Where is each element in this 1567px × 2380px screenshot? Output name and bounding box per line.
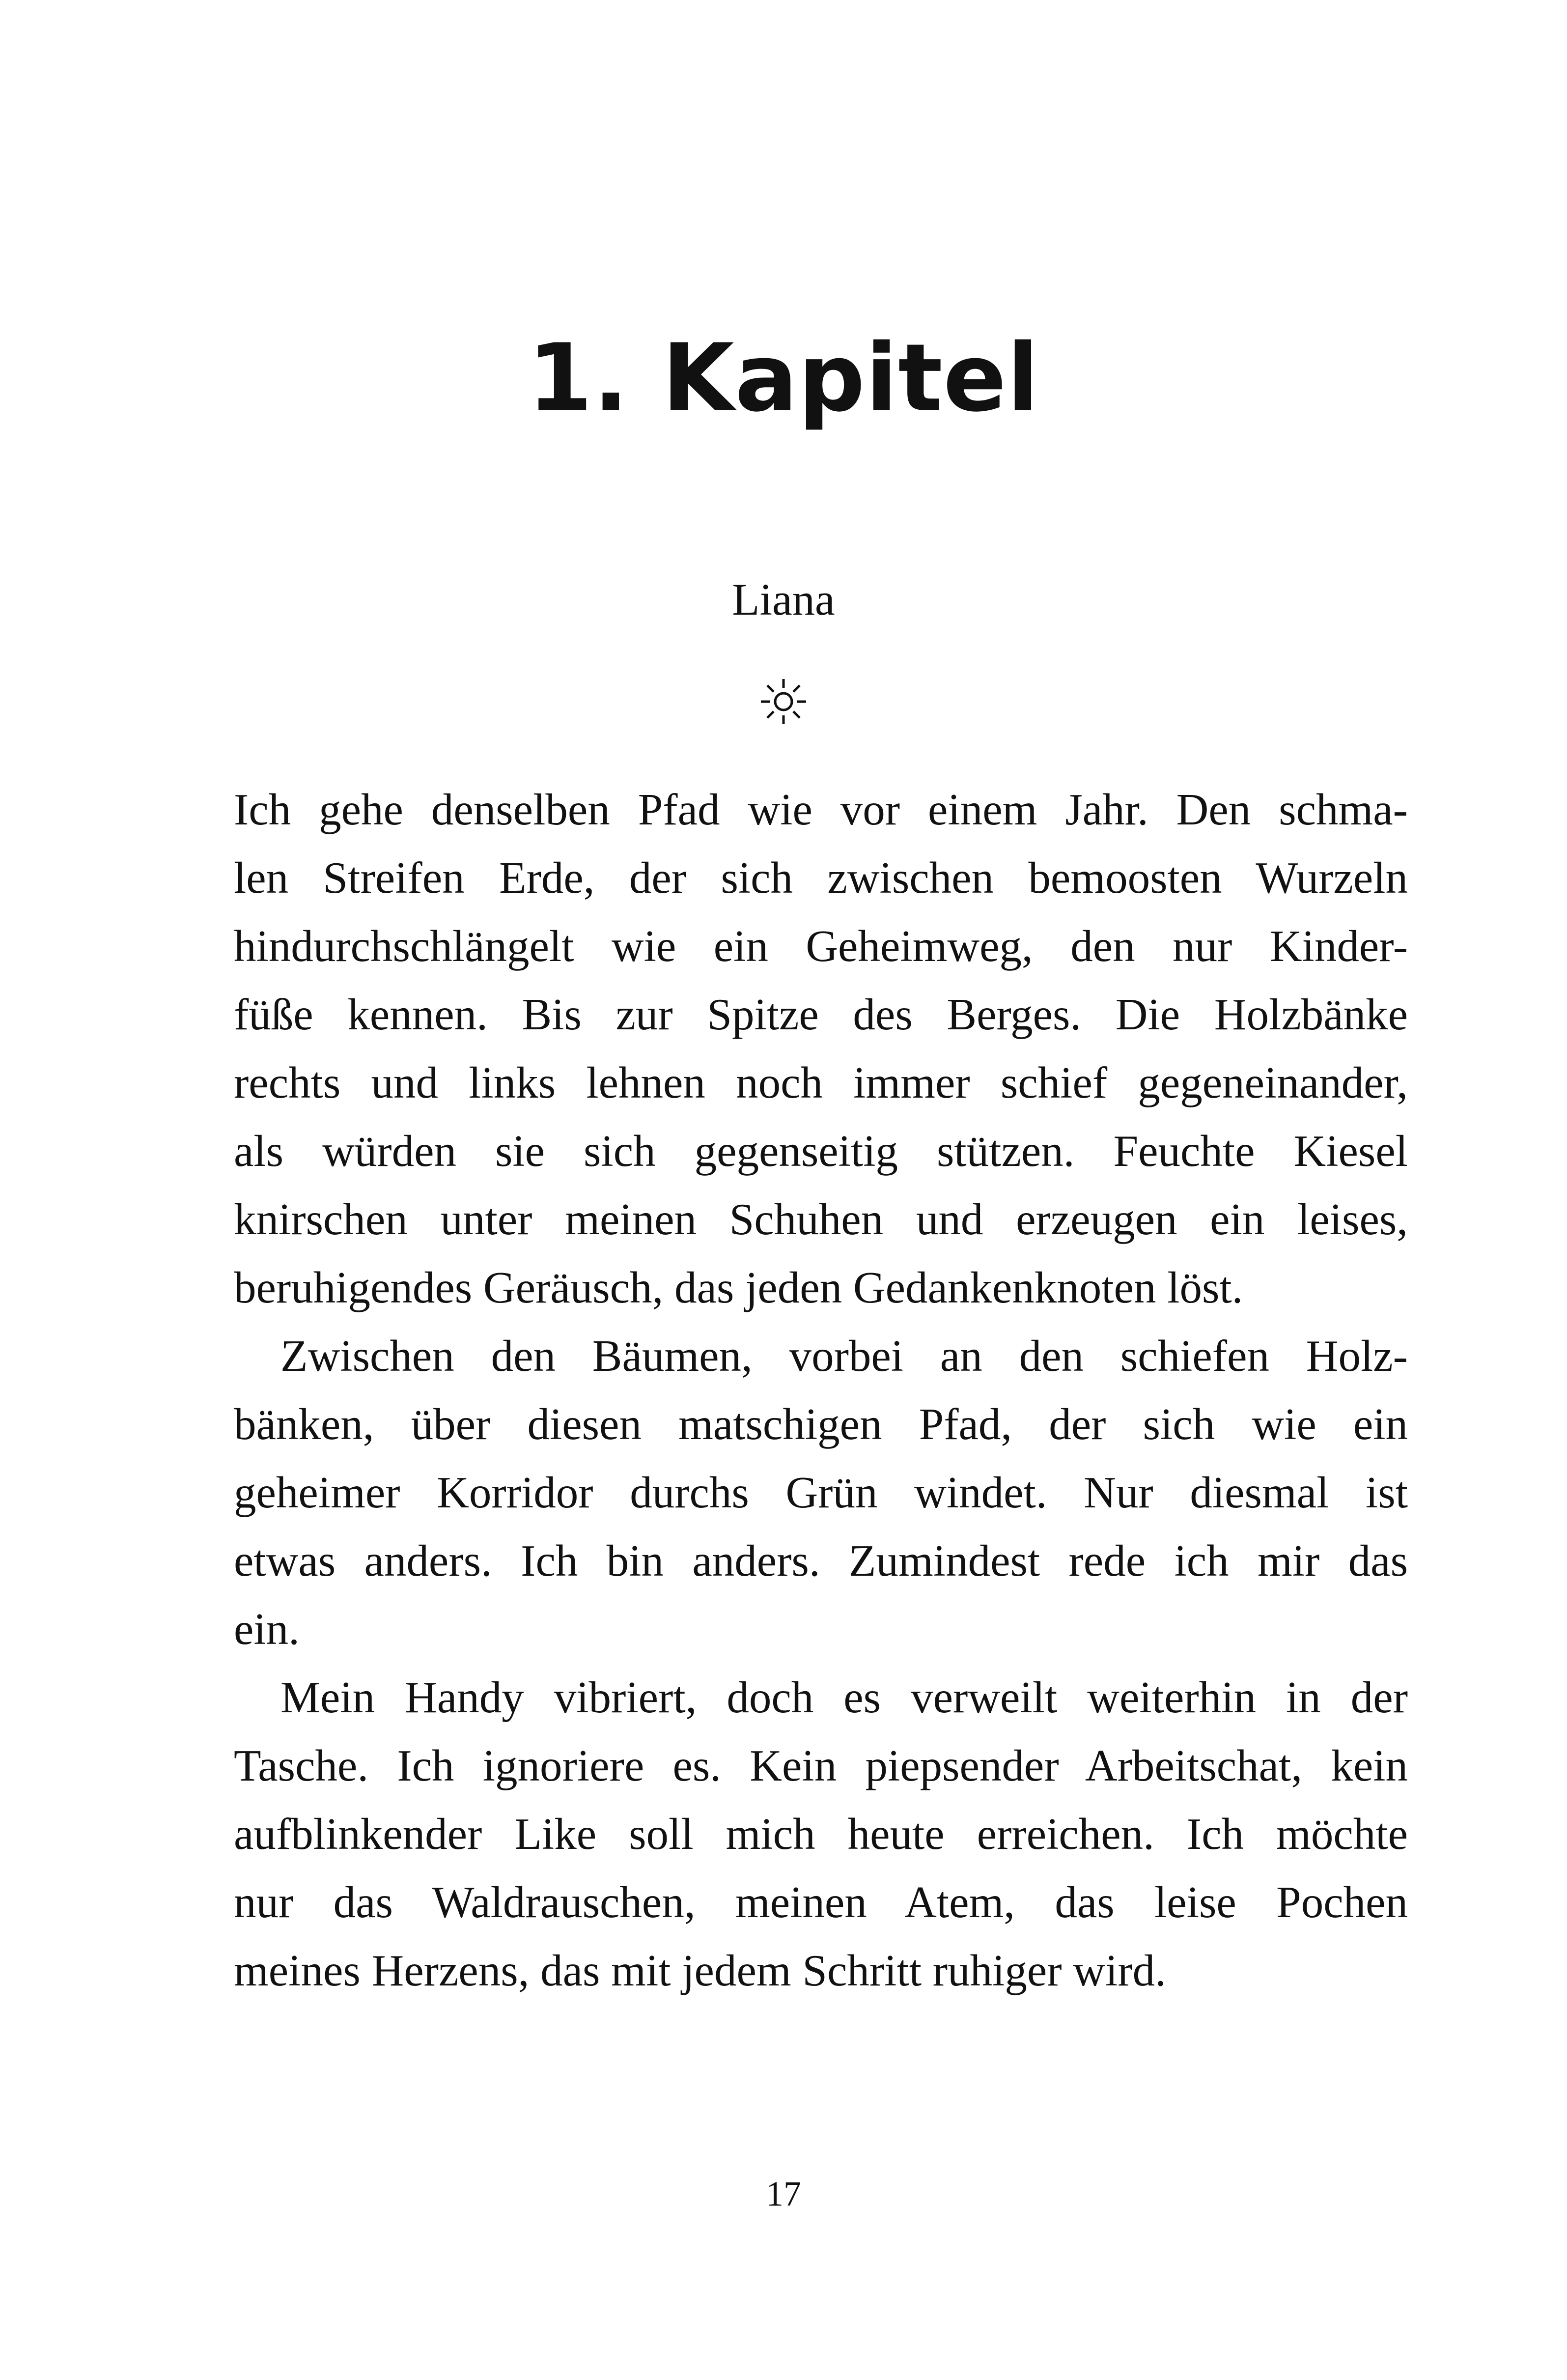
text-line: Ich gehe denselben Pfad wie vor einem Jahr. Den schma- [234, 785, 1408, 834]
text-line: füße kennen. Bis zur Spitze des Berges. Die Holzbänke [234, 990, 1408, 1039]
text-line: rechts und links lehnen noch immer schief gegeneinander, [234, 1058, 1408, 1107]
narrator-name: Liana [732, 574, 835, 624]
text-line: len Streifen Erde, der sich zwischen bemoosten Wurzeln [234, 853, 1408, 903]
text-line: etwas anders. Ich bin anders. Zumindest rede ich mir das [234, 1536, 1408, 1586]
text-line: geheimer Korridor durchs Grün windet. Nur diesmal ist [234, 1468, 1408, 1517]
text-line: Tasche. Ich ignoriere es. Kein piepsender Arbeitschat, kein [234, 1741, 1408, 1790]
text-line: aufblinkender Like soll mich heute erreichen. Ich möchte [234, 1809, 1408, 1859]
paragraph-2 [234, 1322, 1408, 1663]
chapter-title: 1. Kapitel [528, 324, 1039, 432]
text-line: beruhigendes Geräusch, das jeden Gedankenknoten löst. [234, 1263, 1243, 1312]
text-line: als würden sie sich gegenseitig stützen. Feuchte Kiesel [234, 1126, 1408, 1176]
text-line: Mein Handy vibriert, doch es verweilt weiterhin in der [280, 1672, 1408, 1722]
text-line: bänken, über diesen matschigen Pfad, der sich wie ein [234, 1399, 1408, 1449]
text-line: nur das Waldrauschen, meinen Atem, das leise Pochen [234, 1877, 1408, 1927]
text-line: knirschen unter meinen Schuhen und erzeugen ein leises, [234, 1194, 1408, 1244]
sun-icon [759, 677, 808, 726]
paragraph-3 [234, 1663, 1408, 2005]
body-text [234, 775, 1408, 2005]
text-line: Zwischen den Bäumen, vorbei an den schiefen Holz- [280, 1331, 1408, 1381]
text-line: hindurchschlängelt wie ein Geheimweg, den nur Kinder- [234, 921, 1408, 971]
text-line: meines Herzens, das mit jedem Schritt ruhiger wird. [234, 1946, 1166, 1995]
page-number: 17 [766, 2174, 801, 2213]
paragraph-1 [234, 775, 1408, 1322]
text-line: ein. [234, 1604, 300, 1654]
